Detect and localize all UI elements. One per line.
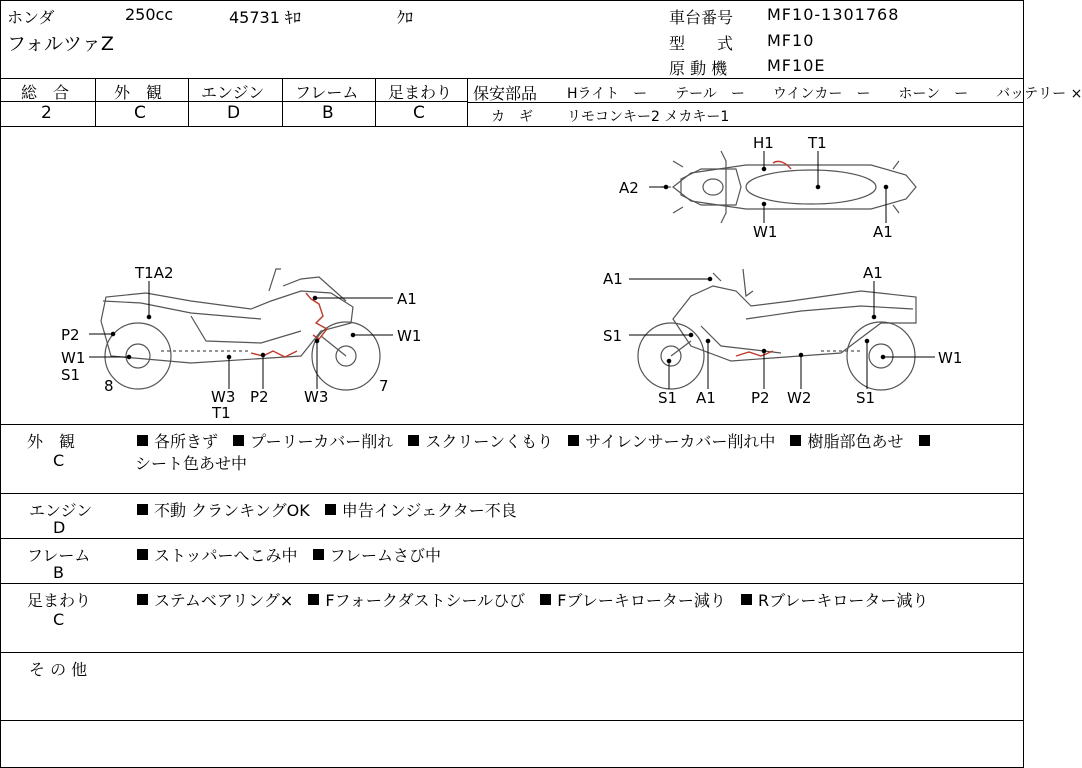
grade-header-frame: フレーム [295, 83, 359, 102]
remark-grade-suspension: C [53, 610, 65, 629]
mileage: 45731 ｷﾛ [229, 8, 301, 27]
top-view-scooter [661, 151, 916, 223]
diagram-label: A1 [603, 270, 623, 288]
diagram-label: A2 [619, 179, 639, 197]
damage-diagram [1, 127, 1023, 423]
diagram-label: T1A2 [135, 264, 174, 282]
diagram-label: S1 [856, 389, 876, 407]
grade-header-engine: エンジン [201, 83, 265, 102]
frame-no-label: 車台番号 [669, 8, 734, 27]
divider [1, 424, 1023, 425]
frame-no: MF10-1301768 [767, 5, 900, 24]
maker: ホンダ [7, 8, 55, 27]
diagram-label: W1 [61, 349, 86, 367]
diagram-label: W1 [938, 349, 963, 367]
remark-grade-exterior: C [53, 451, 65, 470]
divider [1, 538, 1023, 539]
divider [1, 720, 1023, 721]
diagram-label: P2 [751, 389, 770, 407]
grade-header-suspension: 足まわり [388, 83, 453, 102]
diagram-label: W1 [397, 327, 422, 345]
remark-line: 各所きず プーリーカバー削れ スクリーンくもり サイレンサーカバー削れ中 樹脂部色あせ [137, 429, 936, 452]
diagram-label: W3 [304, 388, 329, 406]
diagram-label: A1 [873, 223, 893, 241]
other-label: そ の 他 [29, 660, 88, 679]
color: ｸﾛ [397, 8, 414, 27]
remark-line: 不動 クランキングOK 申告インジェクター不良 [137, 498, 527, 521]
grade-exterior: C [134, 103, 146, 123]
safety-items: Hライト ー テール ー ウインカー ー ホーン ー バッテリー × [567, 86, 1082, 102]
diagram-label: P2 [61, 326, 80, 344]
diagram-label: S1 [603, 327, 623, 345]
remark-line: ストッパーへこみ中 フレームさび中 [137, 543, 451, 566]
remark-grade-frame: B [53, 563, 64, 582]
diagram-label: S1 [658, 389, 678, 407]
remark-line: ステムベアリング× Fフォークダストシールひび Fブレーキローター減り Rブレーキローター減り [137, 588, 938, 611]
divider [375, 78, 376, 126]
grade-engine: D [227, 103, 241, 123]
grade-frame: B [322, 103, 334, 123]
diagram-label: T1 [808, 134, 827, 152]
model-name: フォルツァZ [7, 33, 114, 55]
displacement: 250cc [125, 5, 174, 24]
diagram-label: 8 [104, 377, 114, 395]
type-label: 型 式 [669, 34, 734, 53]
key-label: カ ギ [491, 109, 533, 125]
divider [1, 583, 1023, 584]
diagram-label: A1 [397, 290, 417, 308]
remark-category-frame: フレーム [27, 546, 91, 565]
remark-grade-engine: D [53, 518, 66, 537]
engine-value: MF10E [767, 56, 826, 75]
diagram-label: T1 [212, 404, 231, 422]
diagram-label: 7 [379, 377, 389, 395]
divider [95, 78, 96, 126]
diagram-label: S1 [61, 366, 81, 384]
diagram-label: P2 [250, 388, 269, 406]
diagram-label: A1 [863, 264, 883, 282]
key-value: リモコンキー2 メカキー1 [567, 109, 730, 125]
divider [282, 78, 283, 126]
left-side-scooter [101, 269, 380, 390]
engine-label: 原 動 機 [669, 59, 728, 78]
remark-category-engine: エンジン [29, 501, 93, 520]
divider [188, 78, 189, 126]
grade-overall: 2 [41, 103, 52, 123]
remark-category-suspension: 足まわり [27, 591, 92, 610]
safety-label: 保安部品 [473, 84, 538, 103]
damage-mark [306, 293, 327, 339]
diagram-label: A1 [696, 389, 716, 407]
diagram-label: W2 [787, 389, 812, 407]
divider [1, 78, 1023, 79]
grade-suspension: C [413, 103, 425, 123]
remark-line: シート色あせ中 [135, 454, 248, 473]
remark-category-exterior: 外 観 [27, 432, 76, 451]
divider [1, 493, 1023, 494]
grade-header-overall: 総 合 [21, 83, 70, 102]
divider [1, 652, 1023, 653]
grade-header-exterior: 外 観 [114, 83, 163, 102]
type-value: MF10 [767, 31, 815, 50]
diagram-label: H1 [753, 134, 774, 152]
diagram-label: W3 [211, 388, 236, 406]
divider [467, 78, 468, 126]
diagram-label: W1 [753, 223, 778, 241]
